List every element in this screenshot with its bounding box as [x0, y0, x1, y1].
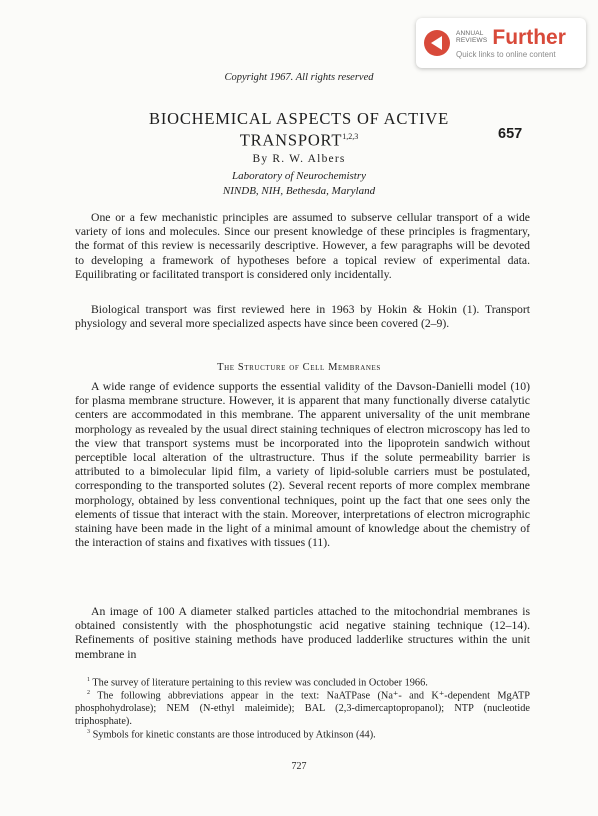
section-paragraph-2: An image of 100 A diameter stalked particles attached to the mitochondrial membranes is obtained consistently with the phosphotungstic acid negative staining technique (12–14). Refinements of positive staining methods have produced ladderlike structures within the unit membrane in — [75, 605, 530, 661]
badge-top-row — [456, 27, 566, 48]
footnote-3-text: Symbols for kinetic constants are those introduced by Atkinson (44). — [92, 729, 376, 741]
side-page-number: 657 — [498, 126, 523, 142]
section-paragraph-1: A wide range of evidence supports the essential validity of the Davson-Danielli model (10) for plasma membrane structure. However, it is apparent that many functionally diverse catalytic centers are accommodated in this membrane. The apparent universality of the unit membrane morphology as revealed by the usual direct staining techniques of electron microscopy has led to the view that transport systems must be incorporated into the lipoprotein sandwich without perceptible local alteration of the ultrastructure. Thus if the solute permeability barrier is attributed to a bimolecular lipid film, a variety of lipid-soluble carriers must be postulated, corresponding to the transported solutes (2). Several recent reports of more complex membrane morphology, obtained by less conventional techniques, point up the fact that one sees only the elements of tissue that interact with the stain. Moreover, interpretations of electron micrographic staining have been made in the light of a minimal amount of knowledge about the chemistry of the interaction of stains and fixatives with tissues (11). — [75, 380, 530, 550]
section-heading — [0, 362, 598, 373]
footnote-1-mark: 1 — [87, 677, 90, 683]
copyright-line: Copyright 1967. All rights reserved — [224, 72, 374, 83]
further-quick-links-badge[interactable] — [416, 18, 586, 68]
badge-text — [456, 27, 566, 59]
footnote-3-mark: 3 — [87, 729, 90, 735]
title-line-2-text: TRANSPORT — [239, 130, 343, 150]
footnote-3 — [75, 726, 530, 741]
brand-line-1: ANNUAL — [456, 30, 484, 37]
badge-tagline: Quick links to online content — [456, 50, 556, 59]
affiliation-institution: NINDB, NIH, Bethesda, Maryland — [222, 185, 376, 197]
footnote-2-mark: 2 — [87, 690, 90, 696]
footnote-2-text: The following abbreviations appear in the text: NaATPase (Na⁺- and K⁺-dependent MgATP phosphohydrolase); NEM (N-ethyl maleimide); BAL (2,3-dimercaptopropanol); NTP (nucleotide triphosphate). — [75, 690, 530, 728]
annual-reviews-logo-icon — [424, 30, 450, 56]
footnote-1-text: The survey of literature pertaining to this review was concluded in October 1966. — [92, 677, 428, 689]
title-footnote-marks: 1,2,3 — [342, 132, 359, 141]
author-line: By R. W. Albers — [252, 153, 346, 165]
intro-paragraph-1: One or a few mechanistic principles are assumed to subserve cellular transport of a wide variety of ions and molecules. Since our present knowledge of these principles is fragmentary, the format of this review is necessarily descriptive. However, a few paragraphs will be devoted to developing a framework of hypotheses before a topical review of experimental data. Equilibrating or facilitated transport is considered only incidentally. — [75, 211, 530, 281]
affiliation-lab: Laboratory of Neurochemistry — [231, 170, 367, 182]
section-heading-text: The Structure of Cell Membranes — [217, 362, 381, 373]
further-label: Further — [492, 26, 566, 49]
brand-line-2: REVIEWS — [456, 36, 488, 44]
footnote-2 — [75, 687, 530, 728]
title-line-1: BIOCHEMICAL ASPECTS OF ACTIVE — [149, 109, 449, 128]
page-number: 727 — [291, 761, 307, 772]
intro-paragraph-2: Biological transport was first reviewed here in 1963 by Hokin & Hokin (1). Transport physiology and several more specialized aspects have since been covered (2–9). — [75, 303, 530, 331]
annual-reviews-wordmark — [456, 31, 487, 44]
